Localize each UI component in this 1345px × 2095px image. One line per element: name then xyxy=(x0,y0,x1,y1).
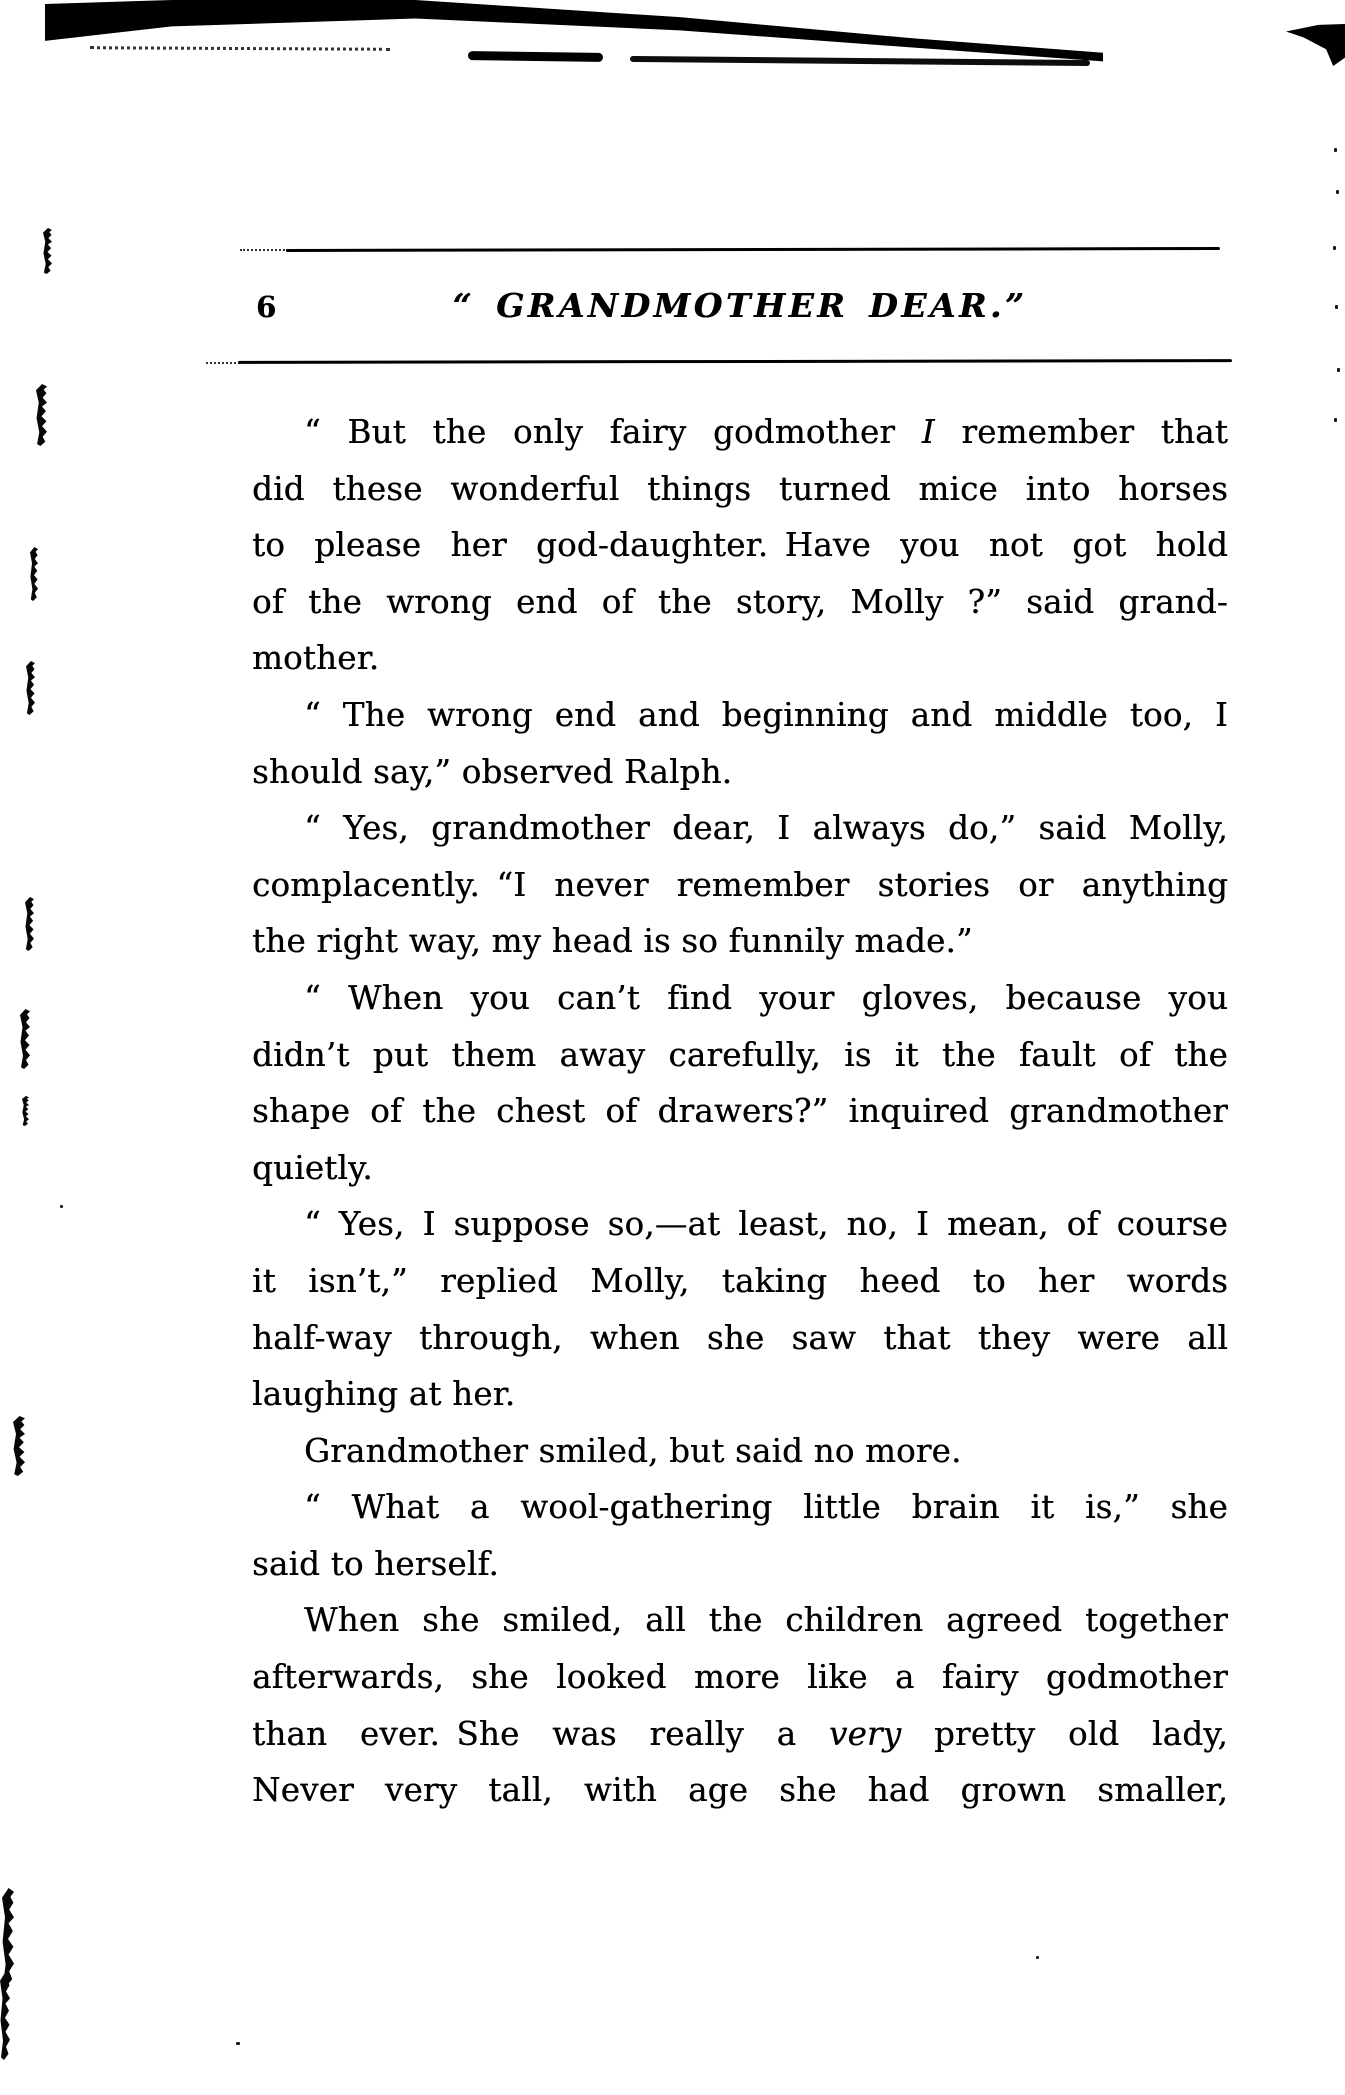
text-line: didn’t put them away carefully, is it the fault of the xyxy=(252,1035,1228,1074)
scan-speck xyxy=(1335,305,1338,309)
running-header: “ GRANDMOTHER DEAR.” xyxy=(452,286,1028,325)
text-line: shape of the chest of drawers?” inquired grandmother xyxy=(252,1092,1228,1131)
scan-corner-wedge xyxy=(1286,24,1345,66)
text-line: mother. xyxy=(252,639,380,678)
scan-speck xyxy=(236,2042,240,2045)
scan-ink-streak xyxy=(2,1888,14,1986)
scan-smudge-right xyxy=(630,56,1090,66)
scan-ink-streak xyxy=(26,661,35,715)
scan-speck xyxy=(1333,246,1336,250)
scan-speck xyxy=(1334,418,1337,422)
page-number: 6 xyxy=(256,290,277,324)
text-line: “ When you can’t find your gloves, because you xyxy=(304,978,1228,1017)
text-line: should say,” observed Ralph. xyxy=(252,752,733,791)
text-line: Grandmother smiled, but said no more. xyxy=(304,1431,962,1470)
text-line: laughing at her. xyxy=(252,1375,516,1414)
scan-speck xyxy=(1336,190,1339,194)
text-line: to please her god-daughter. Have you not got hold xyxy=(252,526,1228,565)
scan-ink-streak xyxy=(30,547,38,601)
scan-speck xyxy=(60,1205,63,1208)
scan-ink-streak xyxy=(43,228,52,274)
text-line: said to herself. xyxy=(252,1544,499,1583)
scan-speckles-top xyxy=(90,46,390,51)
scan-ink-streak xyxy=(25,897,34,951)
text-line: Never very tall, with age she had grown smaller, xyxy=(252,1771,1228,1810)
scan-speck xyxy=(1036,1956,1039,1959)
text-line: When she smiled, all the children agreed together xyxy=(304,1601,1228,1640)
body-text xyxy=(252,404,1228,1819)
text-line: complacently. “I never remember stories or anything xyxy=(252,865,1228,904)
scan-ink-streak xyxy=(22,1096,29,1126)
header-rule-top-lead xyxy=(240,249,288,251)
text-line: quietly. xyxy=(252,1148,373,1187)
text-line: did these wonderful things turned mice into horses xyxy=(252,469,1228,508)
scan-speck xyxy=(1334,148,1337,152)
scan-speck xyxy=(1337,368,1340,372)
scan-ink-streak xyxy=(13,1416,25,1476)
scan-ink-streak xyxy=(0,1972,10,2060)
text-line: “ Yes, I suppose so,—at least, no, I mean, of course xyxy=(304,1205,1228,1244)
text-line: than ever. She was really a very pretty old lady, xyxy=(252,1714,1228,1753)
text-line: “ What a wool-gathering little brain it is,” she xyxy=(304,1488,1228,1527)
text-line: “ Yes, grandmother dear, I always do,” said Molly, xyxy=(304,809,1228,848)
text-line: “ But the only fairy godmother I remember that xyxy=(304,413,1228,451)
scan-ink-streak xyxy=(20,1009,30,1069)
header-rule-bottom-lead xyxy=(206,362,240,364)
text-line: half-way through, when she saw that they were all xyxy=(252,1318,1228,1357)
text-line: afterwards, she looked more like a fairy godmother xyxy=(252,1658,1228,1697)
header-rule-bottom xyxy=(238,359,1232,364)
scan-smudge-left xyxy=(468,51,603,62)
header-rule-top xyxy=(286,247,1220,252)
text-line: “ The wrong end and beginning and middle too, I xyxy=(304,695,1228,734)
text-line: it isn’t,” replied Molly, taking heed to her words xyxy=(252,1261,1228,1300)
text-line: of the wrong end of the story, Molly ?” said grand- xyxy=(252,582,1228,621)
scan-ink-streak xyxy=(36,384,47,446)
text-line: the right way, my head is so funnily made.” xyxy=(252,922,973,961)
